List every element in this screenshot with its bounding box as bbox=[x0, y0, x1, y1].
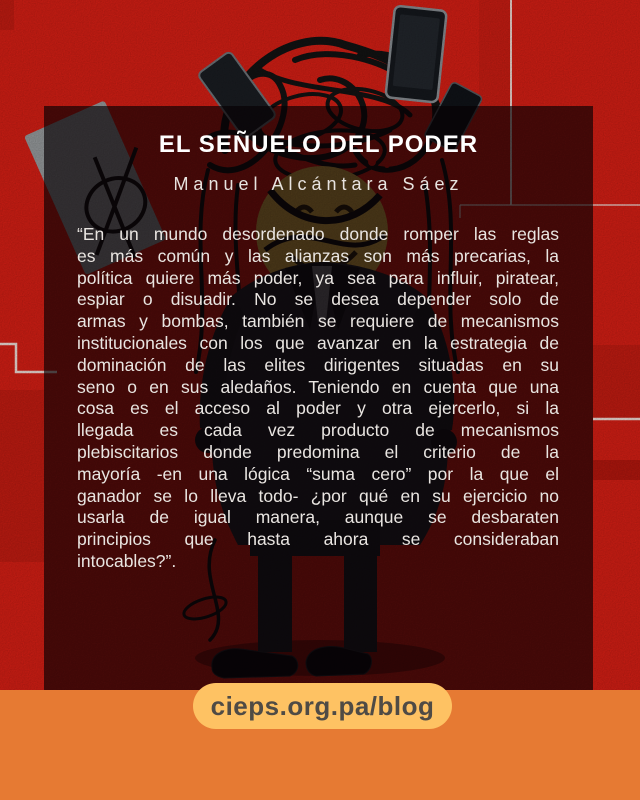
blog-url-button[interactable] bbox=[193, 683, 452, 729]
quote-line: espiar o disuadir. No se desea depender solo de bbox=[77, 289, 559, 310]
quote-line: principios que hasta ahora se consideraban bbox=[77, 529, 559, 550]
quote-line: política quiere más poder, ya sea para influir, piratear, bbox=[77, 267, 559, 288]
quote-line: mayoría -en una lógica “suma cero” por la que el bbox=[77, 463, 559, 484]
quote-line: institucionales con los que avanzar en la estrategia de bbox=[77, 332, 559, 353]
quote-line: seno o en sus aledaños. Teniendo en cuenta que una bbox=[77, 376, 559, 397]
quote-card bbox=[44, 106, 593, 690]
quote-line: cosa es el acceso al poder y otra ejercerlo, si la bbox=[77, 398, 559, 419]
quote-line: ganador se lo lleva todo- ¿por qué en su ejercicio no bbox=[77, 485, 559, 506]
blog-url-label: cieps.org.pa/blog bbox=[210, 690, 435, 721]
article-title: EL SEÑUELO DEL PODER bbox=[158, 131, 479, 158]
quote-line: plebiscitarios donde predomina el criterio de la bbox=[77, 441, 559, 462]
article-author: Manuel Alcántara Sáez bbox=[173, 174, 464, 194]
quote-line: es más común y las alianzas son más precarias, la bbox=[77, 245, 559, 266]
quote-line: dominación de las elites dirigentes situadas en su bbox=[77, 354, 559, 375]
quote-line: armas y bombas, también se requiere de mecanismos bbox=[77, 311, 559, 332]
quote-text bbox=[77, 224, 559, 573]
quote-line: “En un mundo desordenado donde romper las reglas bbox=[77, 224, 559, 244]
quote-line: llegada es cada vez producto de mecanismos bbox=[77, 420, 559, 441]
quote-line: usarla de igual manera, aunque se desbaraten bbox=[77, 507, 559, 528]
quote-line: intocables?”. bbox=[77, 550, 177, 571]
